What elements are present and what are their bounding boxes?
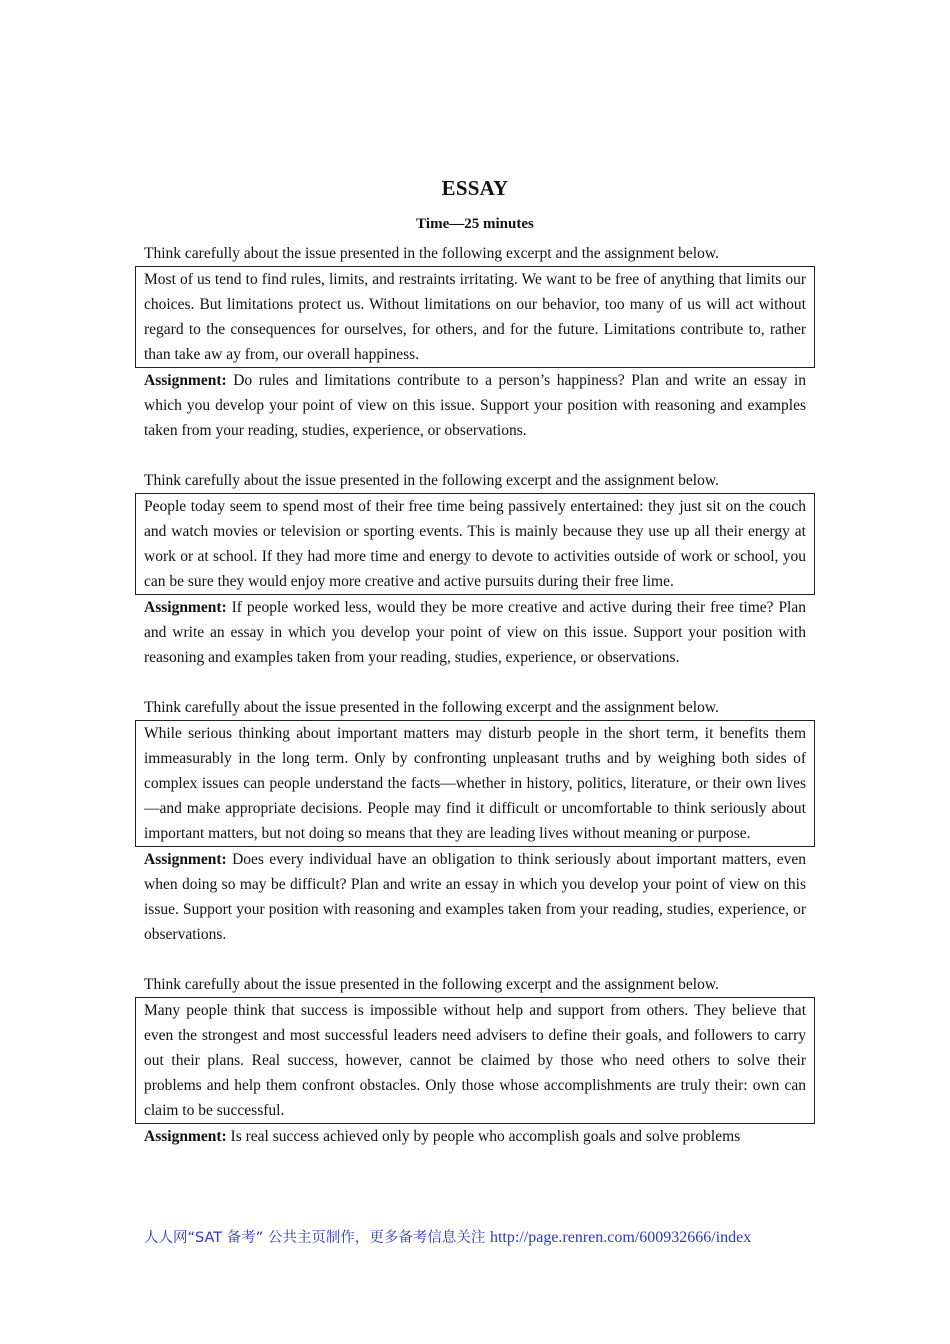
spacer [144,443,806,468]
page-title: ESSAY [441,176,509,200]
spacer [144,947,806,972]
spacer [144,670,806,695]
excerpt-box: People today seem to spend most of their free time being passively entertained: they just sit on the couch and watch movies or television or sporting events. This is mainly because they use up all their energy at work or at school. If they had more time and energy to devote to activities outside of work or school, you can be sure they would enjoy more creative and active pursuits during their free lime. [135,493,815,595]
section-instruction: Think carefully about the issue presented in the following excerpt and the assignment below. [144,472,719,489]
section-instruction: Think carefully about the issue presented in the following excerpt and the assignment below. [144,245,719,262]
essay-prompts [144,241,806,1149]
assignment-paragraph [144,847,806,947]
essay-section [144,468,806,670]
excerpt-box: Many people think that success is impossible without help and support from others. They believe that even the strongest and most successful leaders need advisers to define their goals, and followers to carry out their plans. Real success, however, cannot be claimed by those who need others to solve their problems and help them confront obstacles. Only those whose accomplishments are truly their: own can claim to be successful. [135,997,815,1124]
section-instruction: Think carefully about the issue presented in the following excerpt and the assignment below. [144,976,719,993]
assignment-text: Does every individual have an obligation to think seriously about important matters, even when doing so may be difficult? Plan and write an essay in which you develop your point of view on this issue. Support your position with reasoning and examples taken from your reading, studies, experience, or observations. [144,851,806,943]
assignment-text: If people worked less, would they be more creative and active during their free time? Plan and write an essay in which you develop your point of view on this issue. Support your position with reasoning and examples taken from your reading, studies, experience, or observations. [144,599,806,666]
assignment-label: Assignment: [144,372,227,389]
footer-note: 人人网“SAT 备考” 公共主页制作，更多备考信息关注 [144,1230,490,1246]
assignment-paragraph [144,595,806,670]
section-instruction: Think carefully about the issue presented in the following excerpt and the assignment below. [144,699,719,716]
excerpt-box: Most of us tend to find rules, limits, and restraints irritating. We want to be free of anything that limits our choices. But limitations protect us. Without limitations on our behavior, too many of us will act without regard to the consequences for ourselves, for others, and for the future. Limitations contribute to, rather than take aw ay from, our overall happiness. [135,266,815,368]
assignment-label: Assignment: [144,599,227,616]
essay-section [144,972,806,1149]
assignment-paragraph [144,1124,806,1149]
essay-section [144,241,806,443]
assignment-paragraph [144,368,806,443]
page-footer [144,1225,806,1251]
assignment-text: Do rules and limitations contribute to a person’s happiness? Plan and write an essay in which you develop your point of view on this issue. Support your position with reasoning and examples taken from your reading, studies, experience, or observations. [144,372,806,439]
excerpt-box: While serious thinking about important matters may disturb people in the short term, it benefits them immeasurably in the long term. Only by confronting unpleasant truths and by weighing both sides of complex issues can people understand the facts—whether in history, politics, literature, or their own lives—and make appropriate decisions. People may find it difficult or uncomfortable to think seriously about important matters, but not doing so means that they are leading lives without meaning or purpose. [135,720,815,847]
assignment-label: Assignment: [144,851,227,868]
essay-section [144,695,806,947]
assignment-label: Assignment: [144,1128,227,1145]
time-limit: Time—25 minutes [416,216,534,232]
assignment-text: Is real success achieved only by people who accomplish goals and solve problems [226,1128,741,1145]
footer-link[interactable]: http://page.renren.com/600932666/index [489,1229,752,1246]
